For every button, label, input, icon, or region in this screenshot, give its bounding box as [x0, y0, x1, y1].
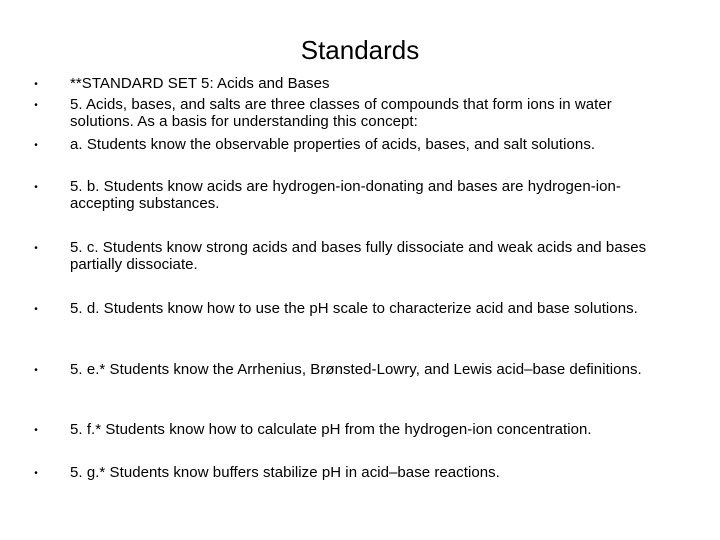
bullet-item	[30, 239, 670, 273]
bullet-text: 5. f.* Students know how to calculate pH from the hydrogen-ion concentration.	[70, 421, 592, 438]
bullet-dot-icon: •	[34, 304, 38, 315]
bullet-item	[30, 75, 670, 92]
bullet-dot-icon: •	[34, 79, 38, 90]
bullet-text: 5. b. Students know acids are hydrogen-ion-donating and bases are hydrogen-ion-accepting substances.	[70, 178, 621, 212]
bullet-dot-icon: •	[34, 243, 38, 254]
bullet-text: 5. c. Students know strong acids and bases fully dissociate and weak acids and bases partially dissociate.	[70, 239, 647, 273]
bullet-item	[30, 300, 670, 317]
bullet-item	[30, 361, 670, 378]
bullet-text: 5. g.* Students know buffers stabilize pH in acid–base reactions.	[70, 464, 500, 481]
bullet-dot-icon: •	[34, 425, 38, 436]
bullet-dot-icon: •	[34, 100, 38, 111]
bullet-item	[30, 136, 670, 153]
bullet-dot-icon: •	[34, 182, 38, 193]
bullet-dot-icon: •	[34, 365, 38, 376]
bullet-item	[30, 96, 670, 130]
bullet-item	[30, 421, 670, 438]
bullet-item	[30, 178, 670, 212]
bullet-text: 5. Acids, bases, and salts are three classes of compounds that form ions in water solutions. As a basis for understanding this concept:	[70, 96, 612, 130]
slide-title: Standards	[300, 35, 420, 65]
bullet-text: **STANDARD SET 5: Acids and Bases	[70, 75, 330, 92]
bullet-text: a. Students know the observable properties of acids, bases, and salt solutions.	[70, 136, 596, 153]
bullet-text: 5. e.* Students know the Arrhenius, Brønsted-Lowry, and Lewis acid–base definitions.	[70, 361, 642, 378]
bullet-dot-icon: •	[34, 468, 38, 479]
bullet-dot-icon: •	[34, 140, 38, 151]
bullet-item	[30, 464, 670, 481]
bullet-text: 5. d. Students know how to use the pH scale to characterize acid and base solutions.	[70, 300, 638, 317]
